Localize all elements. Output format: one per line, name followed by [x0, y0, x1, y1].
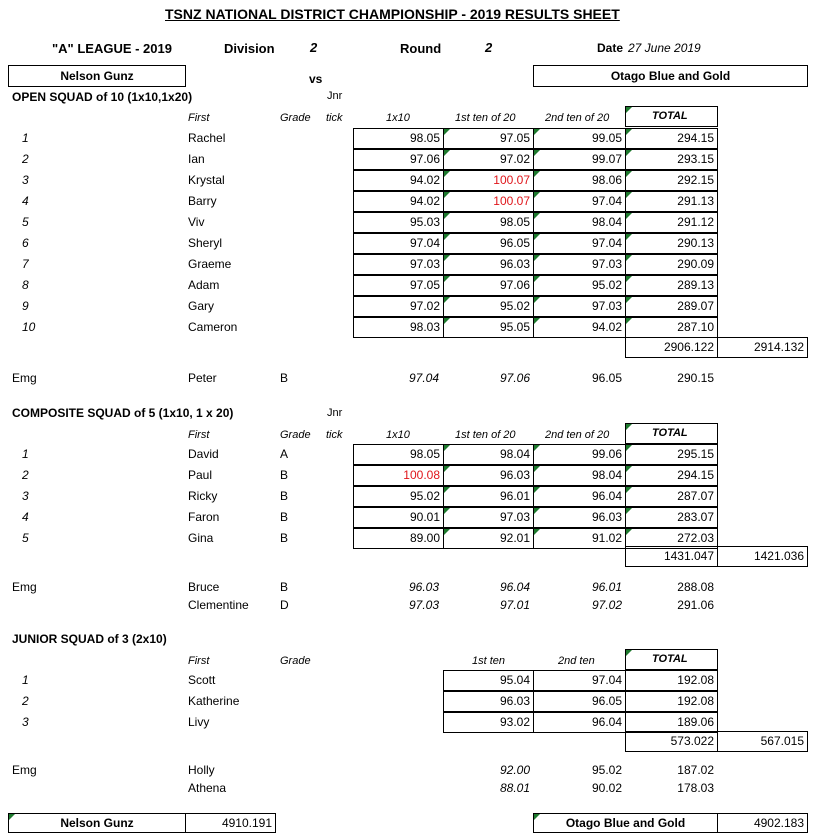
row-number: 3: [22, 489, 29, 503]
open-jnr-label: Jnr: [327, 90, 343, 102]
row-number: 3: [22, 715, 29, 729]
round-value: 2: [485, 40, 493, 55]
score-2nd-ten: 97.04: [533, 191, 626, 212]
player-name: Paul: [188, 468, 213, 482]
row-number: 1: [22, 131, 29, 145]
score-1x10: 98.05: [353, 128, 444, 149]
row-number: 9: [22, 299, 29, 313]
score-2nd-ten: 99.05: [533, 128, 626, 149]
composite-header-total: [625, 423, 718, 444]
score-total: 289.13: [625, 275, 718, 296]
score-total: 192.08: [625, 670, 718, 691]
score-2nd-ten: 94.02: [533, 317, 626, 338]
score-2nd-ten: 97.03: [533, 254, 626, 275]
player-name: Adam: [188, 278, 220, 292]
open-header-tick: tick: [326, 112, 343, 124]
score-1st-ten: 95.05: [443, 317, 534, 338]
player-name: Livy: [188, 715, 210, 729]
player-name: Krystal: [188, 173, 225, 187]
score-2nd-ten: 96.05: [533, 691, 626, 712]
composite-total-away: 1421.036: [717, 546, 808, 567]
emg-score-1x10: 97.03: [408, 598, 439, 612]
score-total: 287.07: [625, 486, 718, 507]
player-name: Barry: [188, 194, 217, 208]
row-number: 2: [22, 468, 29, 482]
score-1x10: 97.06: [353, 149, 444, 170]
score-1x10: 90.01: [353, 507, 444, 528]
score-1st-ten: 96.03: [443, 465, 534, 486]
player-grade: B: [280, 489, 289, 503]
division-value: 2: [310, 40, 318, 55]
emg-total: 288.08: [677, 580, 714, 594]
score-total: 290.13: [625, 233, 718, 254]
open-header-2nd-ten: 2nd ten of 20: [545, 112, 610, 124]
open-emg-grade: B: [280, 371, 289, 385]
junior-total-away: 567.015: [717, 731, 808, 752]
junior-header-total: [625, 649, 718, 670]
footer-away-team-box: [533, 813, 718, 833]
score-1st-ten: 96.03: [443, 691, 534, 712]
score-total: 189.06: [625, 712, 718, 733]
emg-player-name: Holly: [188, 763, 215, 777]
composite-emg-label: Emg: [12, 580, 37, 594]
junior-header-first: First: [188, 655, 210, 667]
score-total: 192.08: [625, 691, 718, 712]
composite-squad-title: COMPOSITE SQUAD of 5 (1x10, 1 x 20): [12, 406, 234, 420]
composite-header-total-label: TOTAL: [652, 427, 688, 439]
player-grade: A: [280, 447, 289, 461]
composite-header-1st-ten: 1st ten of 20: [455, 429, 516, 441]
score-1st-ten: 100.07: [443, 191, 534, 212]
date-label: Date: [597, 41, 624, 55]
score-1st-ten: 95.04: [443, 670, 534, 691]
row-number: 4: [22, 510, 29, 524]
score-1st-ten: 97.06: [443, 275, 534, 296]
emg-player-name: Bruce: [188, 580, 220, 594]
player-name: Katherine: [188, 694, 240, 708]
player-name: Rachel: [188, 131, 226, 145]
open-emg-name: Peter: [188, 371, 217, 385]
open-header-1x10: 1x10: [386, 112, 410, 124]
player-name: Scott: [188, 673, 216, 687]
composite-header-first: First: [188, 429, 210, 441]
emg-score-1x10: 96.03: [408, 580, 439, 594]
footer-home-total: 4910.191: [185, 813, 276, 833]
score-1st-ten: 93.02: [443, 712, 534, 733]
composite-header-1x10: 1x10: [386, 429, 410, 441]
division-label: Division: [224, 41, 275, 56]
open-header-grade: Grade: [280, 112, 311, 124]
row-number: 8: [22, 278, 29, 292]
player-name: Gary: [188, 299, 215, 313]
score-total: 290.09: [625, 254, 718, 275]
score-1st-ten: 96.05: [443, 233, 534, 254]
junior-header-2nd-ten: 2nd ten: [558, 655, 595, 667]
score-total: 289.07: [625, 296, 718, 317]
score-2nd-ten: 99.06: [533, 444, 626, 465]
score-1x10: 97.03: [353, 254, 444, 275]
open-header-total-label: TOTAL: [652, 110, 688, 122]
home-team-box: [8, 65, 186, 87]
row-number: 6: [22, 236, 29, 250]
row-number: 7: [22, 257, 29, 271]
emg-score-1st-ten: 97.01: [499, 598, 530, 612]
player-name: David: [188, 447, 219, 461]
emg-total: 178.03: [677, 781, 714, 795]
score-1st-ten: 98.04: [443, 444, 534, 465]
score-2nd-ten: 99.07: [533, 149, 626, 170]
player-grade: B: [280, 510, 289, 524]
player-name: Sheryl: [188, 236, 223, 250]
score-2nd-ten: 98.06: [533, 170, 626, 191]
open-emg-total: 290.15: [677, 371, 714, 385]
row-number: 1: [22, 673, 29, 687]
score-total: 294.15: [625, 465, 718, 486]
emg-player-name: Clementine: [188, 598, 249, 612]
player-name: Viv: [188, 215, 205, 229]
score-1st-ten: 97.03: [443, 507, 534, 528]
score-2nd-ten: 98.04: [533, 212, 626, 233]
page-title: TSNZ NATIONAL DISTRICT CHAMPIONSHIP - 2019 RESULTS SHEET: [165, 6, 620, 22]
open-header-1st-ten: 1st ten of 20: [455, 112, 516, 124]
player-grade: B: [280, 531, 289, 545]
score-total: 291.13: [625, 191, 718, 212]
score-total: 287.10: [625, 317, 718, 338]
score-1x10: 95.03: [353, 212, 444, 233]
row-number: 4: [22, 194, 29, 208]
open-emg-score-a: 97.04: [408, 371, 439, 385]
score-1st-ten: 97.02: [443, 149, 534, 170]
emg-score-2nd-ten: 95.02: [591, 763, 622, 777]
score-1x10: 97.05: [353, 275, 444, 296]
score-1x10: 97.04: [353, 233, 444, 254]
score-1st-ten: 98.05: [443, 212, 534, 233]
emg-score-2nd-ten: 96.01: [591, 580, 622, 594]
footer-home-team-name: Nelson Gunz: [60, 816, 134, 830]
junior-header-1st-ten: 1st ten: [472, 655, 506, 667]
player-name: Cameron: [188, 320, 238, 334]
emg-total: 187.02: [677, 763, 714, 777]
score-1x10: 95.02: [353, 486, 444, 507]
score-1x10: 98.05: [353, 444, 444, 465]
score-2nd-ten: 98.04: [533, 465, 626, 486]
score-2nd-ten: 97.03: [533, 296, 626, 317]
emg-score-2nd-ten: 97.02: [591, 598, 622, 612]
emg-player-name: Athena: [188, 781, 227, 795]
row-number: 2: [22, 152, 29, 166]
away-team-name: Otago Blue and Gold: [610, 69, 731, 83]
score-total: 292.15: [625, 170, 718, 191]
score-1x10: 94.02: [353, 170, 444, 191]
score-2nd-ten: 97.04: [533, 233, 626, 254]
open-total-home: 2906.122: [625, 337, 718, 358]
player-grade: B: [280, 468, 289, 482]
junior-header-grade: Grade: [280, 655, 311, 667]
player-name: Ricky: [188, 489, 218, 503]
league-label: "A" LEAGUE - 2019: [52, 41, 172, 56]
vs-label: vs: [309, 72, 323, 86]
emg-score-1st-ten: 96.04: [499, 580, 530, 594]
score-total: 291.12: [625, 212, 718, 233]
open-header-first: First: [188, 112, 210, 124]
open-squad-title: OPEN SQUAD of 10 (1x10,1x20): [12, 90, 193, 104]
emg-score-1st-ten: 92.00: [499, 763, 530, 777]
junior-squad-title: JUNIOR SQUAD of 3 (2x10): [12, 632, 167, 646]
open-total-away: 2914.132: [717, 337, 808, 358]
date-value: 27 June 2019: [628, 41, 701, 55]
score-1st-ten: 96.03: [443, 254, 534, 275]
home-team-name: Nelson Gunz: [60, 69, 134, 83]
player-name: Faron: [188, 510, 220, 524]
row-number: 5: [22, 531, 29, 545]
junior-header-total-label: TOTAL: [652, 653, 688, 665]
junior-emg-label: Emg: [12, 763, 37, 777]
score-1x10: 94.02: [353, 191, 444, 212]
player-name: Graeme: [188, 257, 232, 271]
score-1x10: 98.03: [353, 317, 444, 338]
open-header-total: [625, 106, 718, 127]
score-1st-ten: 100.07: [443, 170, 534, 191]
composite-jnr-label: Jnr: [327, 407, 343, 419]
footer-away-total: 4902.183: [717, 813, 808, 833]
score-1x10: 97.02: [353, 296, 444, 317]
row-number: 2: [22, 694, 29, 708]
player-name: Ian: [188, 152, 205, 166]
open-emg-label: Emg: [12, 371, 37, 385]
player-name: Gina: [188, 531, 214, 545]
score-total: 293.15: [625, 149, 718, 170]
row-number: 5: [22, 215, 29, 229]
footer-away-team-name: Otago Blue and Gold: [565, 816, 686, 830]
row-number: 1: [22, 447, 29, 461]
score-total: 283.07: [625, 507, 718, 528]
composite-header-grade: Grade: [280, 429, 311, 441]
score-2nd-ten: 96.04: [533, 712, 626, 733]
score-1st-ten: 96.01: [443, 486, 534, 507]
emg-score-2nd-ten: 90.02: [591, 781, 622, 795]
away-team-box: [533, 65, 808, 87]
open-emg-score-c: 96.05: [591, 371, 622, 385]
score-1st-ten: 97.05: [443, 128, 534, 149]
score-2nd-ten: 96.03: [533, 507, 626, 528]
score-2nd-ten: 91.02: [533, 528, 626, 549]
composite-total-home: 1431.047: [625, 546, 718, 567]
round-label: Round: [400, 41, 442, 56]
emg-player-grade: D: [280, 598, 289, 612]
score-1st-ten: 92.01: [443, 528, 534, 549]
score-total: 295.15: [625, 444, 718, 465]
row-number: 3: [22, 173, 29, 187]
emg-player-grade: B: [280, 580, 289, 594]
score-1x10: 89.00: [353, 528, 444, 549]
junior-total-home: 573.022: [625, 731, 718, 752]
open-emg-score-b: 97.06: [499, 371, 530, 385]
row-number: 10: [22, 320, 36, 334]
score-total: 272.03: [625, 528, 718, 549]
emg-total: 291.06: [677, 598, 714, 612]
score-1st-ten: 95.02: [443, 296, 534, 317]
footer-home-team-box: [8, 813, 186, 833]
composite-header-2nd-ten: 2nd ten of 20: [545, 429, 610, 441]
score-2nd-ten: 95.02: [533, 275, 626, 296]
score-2nd-ten: 96.04: [533, 486, 626, 507]
score-1x10: 100.08: [353, 465, 444, 486]
composite-header-tick: tick: [326, 429, 343, 441]
emg-score-1st-ten: 88.01: [499, 781, 530, 795]
score-2nd-ten: 97.04: [533, 670, 626, 691]
score-total: 294.15: [625, 128, 718, 149]
